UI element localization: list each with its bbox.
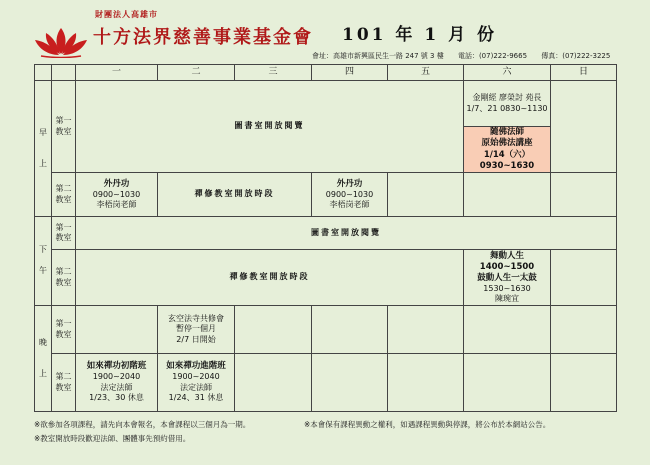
phone: 電話：(07)222-9665 <box>457 52 528 60</box>
lotus-icon <box>33 24 89 58</box>
meditation-open-cell: 禪修教室開放時段 <box>76 250 464 306</box>
library-open-cell: 圖書室開放閱覽 <box>76 217 617 250</box>
empty-cell <box>76 306 158 354</box>
empty-cell <box>464 354 551 412</box>
day-header: 六 <box>464 65 551 81</box>
empty-cell <box>312 354 388 412</box>
advanced-class: 如來禪功進階班 1900~2040 法定法師 1/24、31 休息 <box>158 354 235 412</box>
period-evening: 晚 上 <box>35 306 52 412</box>
table-row <box>35 217 617 250</box>
day-header: 五 <box>388 65 464 81</box>
empty-cell <box>464 306 551 354</box>
room-label: 第一 教室 <box>52 306 76 354</box>
day-header: 三 <box>235 65 312 81</box>
footer-notes <box>34 418 551 446</box>
org-subtitle: 財團法人高雄市 <box>95 10 158 19</box>
room-label: 第一 教室 <box>52 81 76 173</box>
corner-cell <box>52 65 76 81</box>
table-row <box>35 306 617 354</box>
empty-cell <box>551 354 617 412</box>
day-header: 二 <box>158 65 235 81</box>
footer-note: ※本會保有課程異動之權利，如遇課程異動與停課，將公布於本網站公告。 <box>304 420 551 429</box>
day-header: 一 <box>76 65 158 81</box>
day-header: 日 <box>551 65 617 81</box>
day-header-row <box>35 65 617 81</box>
empty-cell <box>551 306 617 354</box>
empty-cell <box>235 306 312 354</box>
header <box>0 0 650 64</box>
empty-cell <box>551 173 617 217</box>
empty-cell <box>312 306 388 354</box>
dharma-lecture: 隨佛法師 原始佛法講座 1/14（六）0930~1630 <box>464 126 550 172</box>
meditation-open-cell: 禪修教室開放時段 <box>158 173 312 217</box>
address: 會址：高雄市新興區民生一路 247 號 3 樓 <box>312 52 444 60</box>
room-label: 第二 教室 <box>52 173 76 217</box>
period-afternoon: 下 午 <box>35 217 52 306</box>
corner-cell <box>35 65 52 81</box>
table-row <box>35 81 617 173</box>
waidan-class-thu: 外丹功 0900~1030 李梧岗老師 <box>312 173 388 217</box>
room-label: 第一 教室 <box>52 217 76 250</box>
waidan-class-mon: 外丹功 0900~1030 李梧岗老師 <box>76 173 158 217</box>
empty-cell <box>235 354 312 412</box>
org-name: 十方法界慈善事業基金會 <box>93 27 313 48</box>
table-row <box>35 250 617 306</box>
contact-info <box>312 51 622 61</box>
table-row <box>35 354 617 412</box>
sutra-class: 金剛經 廖榮討 苑長 1/7、21 0830~1130 <box>466 93 548 113</box>
sat-morning-cell <box>464 81 551 173</box>
schedule-table <box>34 64 617 412</box>
fax: 傳真：(07)222-3225 <box>541 52 611 60</box>
room-label: 第二 教室 <box>52 354 76 412</box>
room-label: 第二 教室 <box>52 250 76 306</box>
library-open-cell: 圖書室開放閱覽 <box>76 81 464 173</box>
empty-cell <box>388 354 464 412</box>
dance-drum-class: 舞動人生 1400~1500 鼓動人生一太鼓 1530~1630 陳琬宜 <box>464 250 551 306</box>
empty-cell <box>551 250 617 306</box>
empty-cell <box>388 306 464 354</box>
empty-cell <box>388 173 464 217</box>
empty-cell <box>551 81 617 173</box>
table-row <box>35 173 617 217</box>
empty-cell <box>464 173 551 217</box>
footer-note: ※教室開放時段歡迎法師、團體事先預約借用。 <box>34 434 191 443</box>
suspension-notice: 玄空法寺共修會 暫停一個月 2/7 日開始 <box>158 306 235 354</box>
day-header: 四 <box>312 65 388 81</box>
footer-note: ※欲參加各項課程，請先向本會報名，本會課程以三個月為一期。 <box>34 420 251 429</box>
period-morning: 早 上 <box>35 81 52 217</box>
page-title: 101 年 1 月 份 <box>342 25 497 45</box>
beginner-class: 如來禪功初階班 1900~2040 法定法師 1/23、30 休息 <box>76 354 158 412</box>
